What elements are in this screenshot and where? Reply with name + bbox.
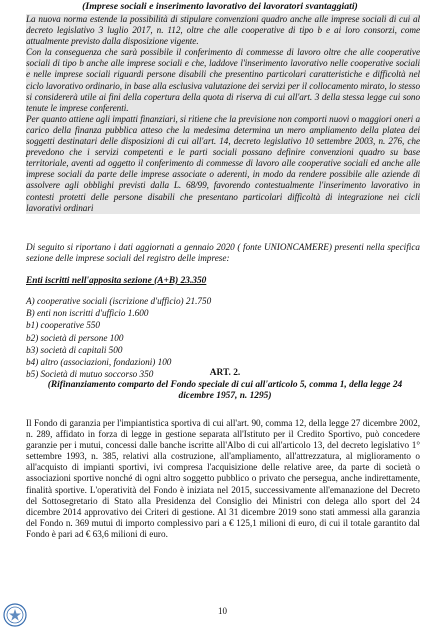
article-number: ART. 2. [209,368,241,378]
shaded-commentary [26,14,420,214]
list-item: b5) Società di mutuo soccorso 350 [26,369,154,380]
list-item: b4) altro (associazioni, fondazioni) 100 [26,357,172,368]
enti-heading: Enti iscritti nell'apposita sezione (A+B) 23.350 [26,276,207,286]
article-body: Il Fondo di garanzia per l'impiantistica sportiva di cui all'art. 90, comma 12, della legge 27 dicembre 2002, n. 289, affidato in forza di legge in gestione separata all'Istituto per il Credito Sportivo, può concedere garanzie per i mutui, concessi dalle banche iscritte all'Albo di cui all'articolo 13, del decreto legislativo 1° settembre 1993, n. 385, relativi alla costruzione, all'ampliamento, all'attrezzatura, al miglioramento o all'acquisto di impianti sportivi, ivi compresa l'acquisizione delle relative aree, da parte di società o associazioni sportive nonché di ogni altro soggetto pubblico o privato che persegua, anche indirettamente, finalità sportive. L'operatività del Fondo è iniziata nel 2015, successivamente all'emanazione del Decreto del Sottosegretario di Stato alla Presidenza del Consiglio dei Ministri con delega allo sport del 24 dicembre 2014 approvativo dei Criteri di gestione. Al 31 dicembre 2019 sono stati ammessi alla garanzia del Fondo n. 369 mutui di importo complessivo pari a € 125,1 milioni di euro, di cui il totale garantito dal Fondo è pari ad € 63,6 milioni di euro. [26,418,420,539]
article-heading [40,368,410,403]
shaded-paragraph-2: Con la conseguenza che sarà possibile il conferimento di commesse di lavoro oltre che alle cooperative sociali di tipo b anche alle imprese sociali e che, laddove l'inserimento lavorativo nelle cooperative sociali e nelle imprese sociali riguardi persone disabili che presentino particolari caratteristiche e difficoltà nel ciclo lavorativo ordinario, in base alla esclusiva valutazione dei servizi per il collocamento mirato, lo stesso si considererà utile ai fini della copertura della quota di riserva di cui all'art. 3 della stessa legge cui sono tenute le imprese conferenti. [26,47,420,113]
list-item: b3) società di capitali 500 [26,344,123,355]
shaded-paragraph-1: La nuova norma estende la possibilità di stipulare convenzioni quadro anche alle imprese sociali di cui al decreto legislativo 3 luglio 2017, n. 112, oltre che alle cooperative di tipo b e ai loro consorzi, come attualmente previsto dalla disposizione vigente. [26,14,420,47]
list-item: b2) società di persone 100 [26,332,124,343]
list-item: b1) cooperative 550 [26,320,100,331]
article-subtitle: (Rifinanziamento comparto del Fondo speciale di cui all'articolo 5, comma 1, della legge 24 dicembre 1957, n. 1295) [47,379,403,402]
list-item: B) enti non iscritti d'ufficio 1.600 [26,308,149,319]
list-item: A) cooperative sociali (iscrizione d'ufficio) 21.750 [26,296,212,306]
shaded-paragraph-3: Per quanto attiene agli impatti finanziari, si ritiene che la previsione non comporti nuovi o maggiori oneri a carico della finanza pubblica atteso che la medesima determina un mero ampliamento della platea dei soggetti destinatari delle disposizioni di cui all'art. 14, decreto legislativo 10 settembre 2003, n. 276, che prevedono che i servizi competenti e le parti sociali possano definire convenzioni quadro su base territoriale, aventi ad oggetto il conferimento di commesse di lavoro alle cooperative sociali ed anche alle imprese sociali da parte delle imprese associate o aderenti, in modo da rendere possibile alle aziende di assolvere agli obblighi previsti dalla L. 68/99, favorendo contestualmente l'inserimento lavorativo in contesti protetti delle persone disabili che presentano particolari difficoltà di integrazione nei cicli lavorativi ordinari [26,113,420,213]
section-title: (Imprese sociali e inserimento lavorativo dei lavoratori svantaggiati) [82,1,358,12]
data-intro-paragraph: Di seguito si riportano i dati aggiornati a gennaio 2020 ( fonte UNIONCAMERE) presenti nella specifica sezione delle imprese sociali del registro delle imprese: [26,242,420,264]
page-number: 10 [218,606,227,616]
